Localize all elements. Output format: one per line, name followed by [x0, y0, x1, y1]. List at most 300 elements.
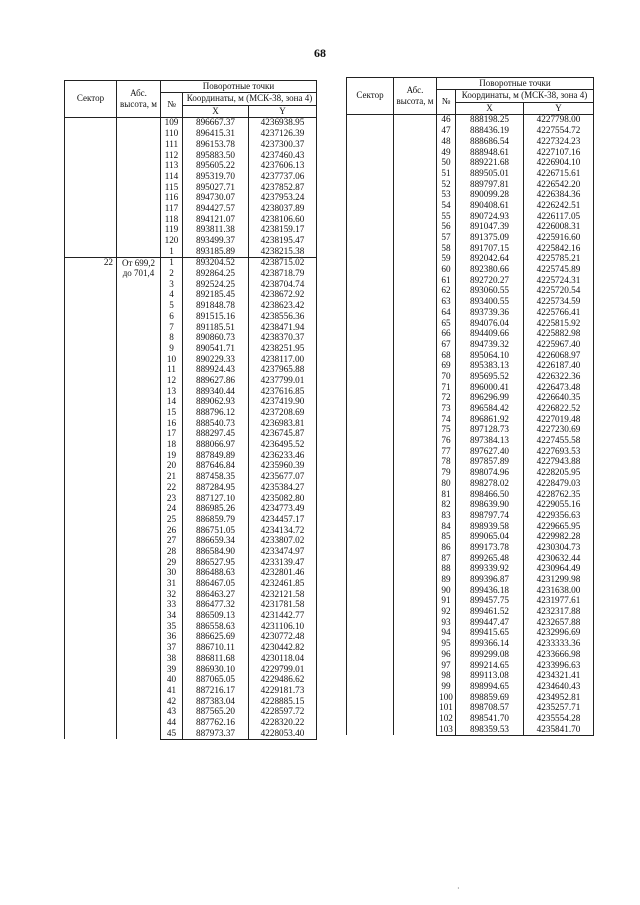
point-number-cell: 72 — [437, 393, 456, 404]
header-turning-points: Поворотные точки — [161, 81, 317, 93]
y-coordinate-cell: 4229181.73 — [249, 685, 317, 696]
y-coordinate-cell: 4227107.16 — [524, 147, 594, 158]
y-coordinate-cell: 4238251.95 — [249, 343, 317, 354]
y-coordinate-cell: 4237419.90 — [249, 397, 317, 408]
x-coordinate-cell: 891375.09 — [456, 232, 524, 243]
point-number-cell: 95 — [437, 638, 456, 649]
point-number-cell: 84 — [437, 521, 456, 532]
point-number-cell: 117 — [161, 203, 183, 214]
x-coordinate-cell: 899447.47 — [456, 617, 524, 628]
point-number-cell: 3 — [161, 279, 183, 290]
y-coordinate-cell: 4227943.88 — [524, 457, 594, 468]
point-number-cell: 36 — [161, 632, 183, 643]
y-coordinate-cell: 4225842.16 — [524, 243, 594, 254]
x-coordinate-cell: 898994.65 — [456, 681, 524, 692]
y-coordinate-cell: 4227324.23 — [524, 136, 594, 147]
x-coordinate-cell: 898708.57 — [456, 703, 524, 714]
x-coordinate-cell: 888297.45 — [183, 429, 249, 440]
y-coordinate-cell: 4232996.69 — [524, 628, 594, 639]
x-coordinate-cell: 898541.70 — [456, 713, 524, 724]
x-coordinate-cell: 895883.50 — [183, 150, 249, 161]
y-coordinate-cell: 4234773.49 — [249, 504, 317, 515]
y-coordinate-cell: 4231106.10 — [249, 621, 317, 632]
x-coordinate-cell: 898466.50 — [456, 489, 524, 500]
point-number-cell: 80 — [437, 478, 456, 489]
point-number-cell: 30 — [161, 568, 183, 579]
y-coordinate-cell: 4225882.98 — [524, 329, 594, 340]
y-coordinate-cell: 4228762.35 — [524, 489, 594, 500]
y-coordinate-cell: 4237799.01 — [249, 375, 317, 386]
y-coordinate-cell: 4225766.41 — [524, 307, 594, 318]
x-coordinate-cell: 886527.95 — [183, 557, 249, 568]
x-coordinate-cell: 891515.16 — [183, 311, 249, 322]
sector-cell — [65, 117, 117, 257]
x-coordinate-cell: 886463.27 — [183, 589, 249, 600]
y-coordinate-cell: 4236233.46 — [249, 450, 317, 461]
point-number-cell: 18 — [161, 439, 183, 450]
x-coordinate-cell: 896415.31 — [183, 128, 249, 139]
x-coordinate-cell: 890860.73 — [183, 333, 249, 344]
point-number-cell: 22 — [161, 482, 183, 493]
table-row — [65, 257, 317, 268]
point-number-cell: 1 — [161, 257, 183, 268]
y-coordinate-cell: 4225916.60 — [524, 232, 594, 243]
point-number-cell: 94 — [437, 628, 456, 639]
x-coordinate-cell: 889062.93 — [183, 397, 249, 408]
x-coordinate-cell: 893185.89 — [183, 246, 249, 257]
y-coordinate-cell: 4228885.15 — [249, 696, 317, 707]
x-coordinate-cell: 891848.78 — [183, 300, 249, 311]
point-number-cell: 32 — [161, 589, 183, 600]
point-number-cell: 92 — [437, 606, 456, 617]
x-coordinate-cell: 886488.63 — [183, 568, 249, 579]
point-number-cell: 21 — [161, 471, 183, 482]
sector-cell — [347, 114, 394, 735]
point-number-cell: 111 — [161, 139, 183, 150]
y-coordinate-cell: 4233996.63 — [524, 660, 594, 671]
header-num: № — [437, 90, 456, 115]
point-number-cell: 26 — [161, 525, 183, 536]
x-coordinate-cell: 899265.48 — [456, 553, 524, 564]
y-coordinate-cell: 4225720.54 — [524, 286, 594, 297]
x-coordinate-cell: 898278.02 — [456, 478, 524, 489]
point-number-cell: 70 — [437, 371, 456, 382]
point-number-cell: 100 — [437, 692, 456, 703]
x-coordinate-cell: 893811.38 — [183, 225, 249, 236]
y-coordinate-cell: 4226322.36 — [524, 371, 594, 382]
header-num: № — [161, 93, 183, 118]
point-number-cell: 57 — [437, 232, 456, 243]
x-coordinate-cell: 887383.04 — [183, 696, 249, 707]
point-number-cell: 11 — [161, 365, 183, 376]
x-coordinate-cell: 887065.05 — [183, 675, 249, 686]
point-number-cell: 19 — [161, 450, 183, 461]
y-coordinate-cell: 4237737.06 — [249, 171, 317, 182]
x-coordinate-cell: 887216.17 — [183, 685, 249, 696]
point-number-cell: 41 — [161, 685, 183, 696]
abs-height-cell — [394, 114, 437, 735]
x-coordinate-cell: 895605.22 — [183, 161, 249, 172]
x-coordinate-cell: 886558.63 — [183, 621, 249, 632]
x-coordinate-cell: 886859.79 — [183, 514, 249, 525]
scan-mark: · — [457, 884, 460, 893]
y-coordinate-cell: 4231781.58 — [249, 600, 317, 611]
x-coordinate-cell: 894409.66 — [456, 329, 524, 340]
y-coordinate-cell: 4237606.13 — [249, 161, 317, 172]
point-number-cell: 68 — [437, 350, 456, 361]
x-coordinate-cell: 899461.52 — [456, 606, 524, 617]
y-coordinate-cell: 4238471.94 — [249, 322, 317, 333]
x-coordinate-cell: 887973.37 — [183, 728, 249, 739]
point-number-cell: 52 — [437, 179, 456, 190]
x-coordinate-cell: 895319.70 — [183, 171, 249, 182]
y-coordinate-cell: 4234952.81 — [524, 692, 594, 703]
y-coordinate-cell: 4237953.24 — [249, 193, 317, 204]
x-coordinate-cell: 894739.32 — [456, 339, 524, 350]
y-coordinate-cell: 4226822.52 — [524, 403, 594, 414]
point-number-cell: 119 — [161, 225, 183, 236]
x-coordinate-cell: 888540.73 — [183, 418, 249, 429]
point-number-cell: 64 — [437, 307, 456, 318]
header-coords: Координаты, м (МСК-38, зона 4) — [456, 90, 594, 102]
y-coordinate-cell: 4227554.72 — [524, 125, 594, 136]
point-number-cell: 75 — [437, 425, 456, 436]
point-number-cell: 51 — [437, 168, 456, 179]
x-coordinate-cell: 898359.53 — [456, 724, 524, 735]
y-coordinate-cell: 4235384.27 — [249, 482, 317, 493]
point-number-cell: 33 — [161, 600, 183, 611]
point-number-cell: 63 — [437, 296, 456, 307]
x-coordinate-cell: 886930.10 — [183, 664, 249, 675]
y-coordinate-cell: 4226384.36 — [524, 190, 594, 201]
y-coordinate-cell: 4237460.43 — [249, 150, 317, 161]
point-number-cell: 38 — [161, 653, 183, 664]
x-coordinate-cell: 899173.78 — [456, 542, 524, 553]
point-number-cell: 102 — [437, 713, 456, 724]
y-coordinate-cell: 4238718.79 — [249, 268, 317, 279]
x-coordinate-cell: 889505.01 — [456, 168, 524, 179]
point-number-cell: 14 — [161, 397, 183, 408]
point-number-cell: 69 — [437, 361, 456, 372]
header-abs-height: Абс. высота, м — [394, 78, 437, 115]
y-coordinate-cell: 4235960.39 — [249, 461, 317, 472]
x-coordinate-cell: 898074.96 — [456, 467, 524, 478]
point-number-cell: 65 — [437, 318, 456, 329]
x-coordinate-cell: 891047.39 — [456, 222, 524, 233]
abs-height-cell: От 699,2 до 701,4 — [117, 257, 161, 739]
point-number-cell: 67 — [437, 339, 456, 350]
y-coordinate-cell: 4230304.73 — [524, 542, 594, 553]
x-coordinate-cell: 890408.61 — [456, 200, 524, 211]
x-coordinate-cell: 889340.44 — [183, 386, 249, 397]
header-coords: Координаты, м (МСК-38, зона 4) — [183, 93, 317, 105]
point-number-cell: 58 — [437, 243, 456, 254]
y-coordinate-cell: 4237208.69 — [249, 407, 317, 418]
x-coordinate-cell: 897857.89 — [456, 457, 524, 468]
point-number-cell: 45 — [161, 728, 183, 739]
y-coordinate-cell: 4238159.17 — [249, 225, 317, 236]
x-coordinate-cell: 886584.90 — [183, 546, 249, 557]
x-coordinate-cell: 889221.68 — [456, 158, 524, 169]
point-number-cell: 113 — [161, 161, 183, 172]
point-number-cell: 112 — [161, 150, 183, 161]
y-coordinate-cell: 4228205.95 — [524, 467, 594, 478]
y-coordinate-cell: 4235554.28 — [524, 713, 594, 724]
y-coordinate-cell: 4228053.40 — [249, 728, 317, 739]
point-number-cell: 89 — [437, 574, 456, 585]
y-coordinate-cell: 4226904.10 — [524, 158, 594, 169]
header-y: Y — [249, 105, 317, 117]
y-coordinate-cell: 4237126.39 — [249, 128, 317, 139]
x-coordinate-cell: 899436.18 — [456, 585, 524, 596]
y-coordinate-cell: 4238195.47 — [249, 235, 317, 246]
y-coordinate-cell: 4236495.52 — [249, 439, 317, 450]
point-number-cell: 46 — [437, 114, 456, 125]
y-coordinate-cell: 4229055.16 — [524, 500, 594, 511]
point-number-cell: 34 — [161, 610, 183, 621]
point-number-cell: 82 — [437, 500, 456, 511]
point-number-cell: 120 — [161, 235, 183, 246]
header-x: X — [456, 102, 524, 114]
point-number-cell: 74 — [437, 414, 456, 425]
y-coordinate-cell: 4238704.74 — [249, 279, 317, 290]
y-coordinate-cell: 4235257.71 — [524, 703, 594, 714]
x-coordinate-cell: 886467.05 — [183, 578, 249, 589]
point-number-cell: 56 — [437, 222, 456, 233]
y-coordinate-cell: 4234457.17 — [249, 514, 317, 525]
x-coordinate-cell: 889924.43 — [183, 365, 249, 376]
point-number-cell: 47 — [437, 125, 456, 136]
x-coordinate-cell: 892720.27 — [456, 275, 524, 286]
x-coordinate-cell: 887127.10 — [183, 493, 249, 504]
point-number-cell: 96 — [437, 649, 456, 660]
header-turning-points: Поворотные точки — [437, 78, 594, 90]
y-coordinate-cell: 4233474.97 — [249, 546, 317, 557]
point-number-cell: 91 — [437, 596, 456, 607]
point-number-cell: 53 — [437, 190, 456, 201]
point-number-cell: 8 — [161, 333, 183, 344]
x-coordinate-cell: 894121.07 — [183, 214, 249, 225]
point-number-cell: 5 — [161, 300, 183, 311]
right-table-body — [347, 114, 594, 735]
y-coordinate-cell: 4226542.20 — [524, 179, 594, 190]
x-coordinate-cell: 899339.92 — [456, 564, 524, 575]
header-sector: Сектор — [65, 81, 117, 118]
y-coordinate-cell: 4225745.89 — [524, 264, 594, 275]
x-coordinate-cell: 896000.41 — [456, 382, 524, 393]
x-coordinate-cell: 899113.08 — [456, 671, 524, 682]
point-number-cell: 114 — [161, 171, 183, 182]
point-number-cell: 55 — [437, 211, 456, 222]
point-number-cell: 20 — [161, 461, 183, 472]
x-coordinate-cell: 893739.36 — [456, 307, 524, 318]
point-number-cell: 16 — [161, 418, 183, 429]
point-number-cell: 86 — [437, 542, 456, 553]
y-coordinate-cell: 4230632.44 — [524, 553, 594, 564]
y-coordinate-cell: 4233333.36 — [524, 638, 594, 649]
y-coordinate-cell: 4226068.97 — [524, 350, 594, 361]
x-coordinate-cell: 886811.68 — [183, 653, 249, 664]
y-coordinate-cell: 4231977.61 — [524, 596, 594, 607]
point-number-cell: 13 — [161, 386, 183, 397]
y-coordinate-cell: 4226715.61 — [524, 168, 594, 179]
point-number-cell: 79 — [437, 467, 456, 478]
point-number-cell: 39 — [161, 664, 183, 675]
point-number-cell: 43 — [161, 707, 183, 718]
point-number-cell: 61 — [437, 275, 456, 286]
y-coordinate-cell: 4229982.28 — [524, 532, 594, 543]
y-coordinate-cell: 4232461.85 — [249, 578, 317, 589]
y-coordinate-cell: 4236983.81 — [249, 418, 317, 429]
x-coordinate-cell: 899366.14 — [456, 638, 524, 649]
y-coordinate-cell: 4233666.98 — [524, 649, 594, 660]
coordinates-table-left — [64, 80, 317, 740]
x-coordinate-cell: 899415.65 — [456, 628, 524, 639]
point-number-cell: 29 — [161, 557, 183, 568]
point-number-cell: 97 — [437, 660, 456, 671]
x-coordinate-cell: 892185.45 — [183, 290, 249, 301]
point-number-cell: 37 — [161, 642, 183, 653]
x-coordinate-cell: 898939.58 — [456, 521, 524, 532]
point-number-cell: 76 — [437, 435, 456, 446]
point-number-cell: 110 — [161, 128, 183, 139]
y-coordinate-cell: 4227230.69 — [524, 425, 594, 436]
y-coordinate-cell: 4234134.72 — [249, 525, 317, 536]
x-coordinate-cell: 893204.52 — [183, 257, 249, 268]
y-coordinate-cell: 4237616.85 — [249, 386, 317, 397]
y-coordinate-cell: 4238037.89 — [249, 203, 317, 214]
point-number-cell: 93 — [437, 617, 456, 628]
header-y: Y — [524, 102, 594, 114]
x-coordinate-cell: 890724.93 — [456, 211, 524, 222]
x-coordinate-cell: 887646.84 — [183, 461, 249, 472]
point-number-cell: 9 — [161, 343, 183, 354]
point-number-cell: 4 — [161, 290, 183, 301]
y-coordinate-cell: 4235677.07 — [249, 471, 317, 482]
y-coordinate-cell: 4229799.01 — [249, 664, 317, 675]
x-coordinate-cell: 893499.37 — [183, 235, 249, 246]
x-coordinate-cell: 899065.04 — [456, 532, 524, 543]
y-coordinate-cell: 4231638.00 — [524, 585, 594, 596]
x-coordinate-cell: 887565.20 — [183, 707, 249, 718]
point-number-cell: 90 — [437, 585, 456, 596]
y-coordinate-cell: 4234640.43 — [524, 681, 594, 692]
sector-cell: 22 — [65, 257, 117, 739]
point-number-cell: 17 — [161, 429, 183, 440]
point-number-cell: 101 — [437, 703, 456, 714]
x-coordinate-cell: 893400.55 — [456, 296, 524, 307]
table-row — [347, 114, 594, 125]
header-abs-height: Абс. высота, м — [117, 81, 161, 118]
x-coordinate-cell: 887284.95 — [183, 482, 249, 493]
point-number-cell: 109 — [161, 117, 183, 128]
point-number-cell: 103 — [437, 724, 456, 735]
y-coordinate-cell: 4238117.00 — [249, 354, 317, 365]
point-number-cell: 7 — [161, 322, 183, 333]
point-number-cell: 115 — [161, 182, 183, 193]
x-coordinate-cell: 886751.05 — [183, 525, 249, 536]
coordinates-table-right — [346, 77, 594, 736]
x-coordinate-cell: 889797.81 — [456, 179, 524, 190]
y-coordinate-cell: 4238370.37 — [249, 333, 317, 344]
point-number-cell: 42 — [161, 696, 183, 707]
point-number-cell: 98 — [437, 671, 456, 682]
y-coordinate-cell: 4236938.95 — [249, 117, 317, 128]
y-coordinate-cell: 4226473.48 — [524, 382, 594, 393]
y-coordinate-cell: 4229356.63 — [524, 510, 594, 521]
point-number-cell: 60 — [437, 264, 456, 275]
page-number: 68 — [314, 46, 326, 60]
y-coordinate-cell: 4237965.88 — [249, 365, 317, 376]
x-coordinate-cell: 892380.66 — [456, 264, 524, 275]
y-coordinate-cell: 4233807.02 — [249, 536, 317, 547]
point-number-cell: 81 — [437, 489, 456, 500]
x-coordinate-cell: 898639.90 — [456, 500, 524, 511]
point-number-cell: 66 — [437, 329, 456, 340]
y-coordinate-cell: 4238215.38 — [249, 246, 317, 257]
y-coordinate-cell: 4229486.62 — [249, 675, 317, 686]
x-coordinate-cell: 889627.86 — [183, 375, 249, 386]
left-table-body — [65, 117, 317, 739]
x-coordinate-cell: 899214.65 — [456, 660, 524, 671]
point-number-cell: 62 — [437, 286, 456, 297]
y-coordinate-cell: 4229665.95 — [524, 521, 594, 532]
point-number-cell: 73 — [437, 403, 456, 414]
x-coordinate-cell: 893060.55 — [456, 286, 524, 297]
y-coordinate-cell: 4237852.87 — [249, 182, 317, 193]
x-coordinate-cell: 894427.57 — [183, 203, 249, 214]
point-number-cell: 85 — [437, 532, 456, 543]
point-number-cell: 44 — [161, 717, 183, 728]
x-coordinate-cell: 899396.87 — [456, 574, 524, 585]
x-coordinate-cell: 892524.25 — [183, 279, 249, 290]
x-coordinate-cell: 892864.25 — [183, 268, 249, 279]
x-coordinate-cell: 886659.34 — [183, 536, 249, 547]
x-coordinate-cell: 899457.75 — [456, 596, 524, 607]
x-coordinate-cell: 886625.69 — [183, 632, 249, 643]
y-coordinate-cell: 4235841.70 — [524, 724, 594, 735]
point-number-cell: 25 — [161, 514, 183, 525]
x-coordinate-cell: 897128.73 — [456, 425, 524, 436]
x-coordinate-cell: 894730.07 — [183, 193, 249, 204]
y-coordinate-cell: 4230964.49 — [524, 564, 594, 575]
y-coordinate-cell: 4237300.37 — [249, 139, 317, 150]
x-coordinate-cell: 891185.51 — [183, 322, 249, 333]
point-number-cell: 99 — [437, 681, 456, 692]
y-coordinate-cell: 4226117.05 — [524, 211, 594, 222]
y-coordinate-cell: 4226242.51 — [524, 200, 594, 211]
point-number-cell: 116 — [161, 193, 183, 204]
x-coordinate-cell: 888796.12 — [183, 407, 249, 418]
y-coordinate-cell: 4225734.59 — [524, 296, 594, 307]
x-coordinate-cell: 888066.97 — [183, 439, 249, 450]
y-coordinate-cell: 4232121.58 — [249, 589, 317, 600]
y-coordinate-cell: 4238672.92 — [249, 290, 317, 301]
x-coordinate-cell: 896667.37 — [183, 117, 249, 128]
point-number-cell: 27 — [161, 536, 183, 547]
x-coordinate-cell: 894076.04 — [456, 318, 524, 329]
y-coordinate-cell: 4234321.41 — [524, 671, 594, 682]
point-number-cell: 118 — [161, 214, 183, 225]
y-coordinate-cell: 4238556.36 — [249, 311, 317, 322]
x-coordinate-cell: 886509.13 — [183, 610, 249, 621]
y-coordinate-cell: 4230772.48 — [249, 632, 317, 643]
x-coordinate-cell: 898797.74 — [456, 510, 524, 521]
y-coordinate-cell: 4231442.77 — [249, 610, 317, 621]
x-coordinate-cell: 890229.33 — [183, 354, 249, 365]
x-coordinate-cell: 899299.08 — [456, 649, 524, 660]
point-number-cell: 24 — [161, 504, 183, 515]
